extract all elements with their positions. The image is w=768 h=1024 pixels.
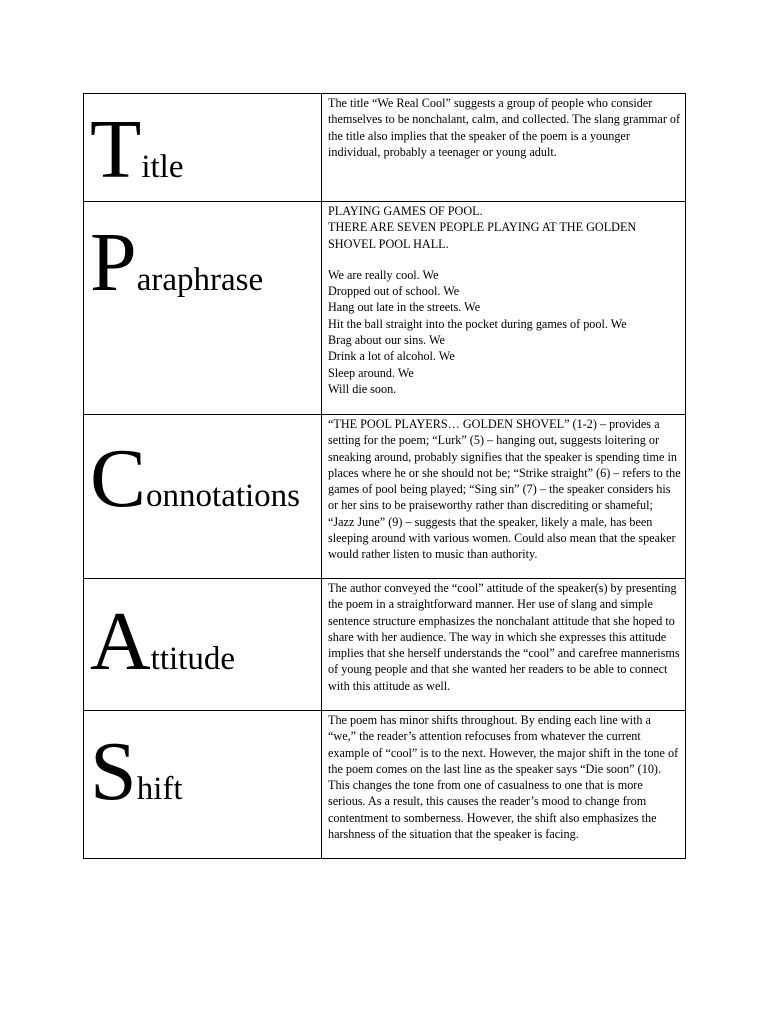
shift-content	[322, 711, 686, 859]
table-row-title	[84, 94, 686, 202]
attitude-initial: A	[90, 595, 151, 688]
paraphrase-content	[322, 202, 686, 415]
paraphrase-summary: PLAYING GAMES OF POOL. THERE ARE SEVEN PEOPLE PLAYING AT THE GOLDEN SHOVEL POOL HALL.	[328, 204, 637, 251]
paraphrase-line: We are really cool. We	[328, 267, 439, 282]
paraphrase-initial: P	[90, 216, 137, 309]
table-row-shift	[84, 711, 686, 859]
attitude-content	[322, 579, 686, 711]
title-text: The title “We Real Cool” suggests a group of people who consider themselves to be nonchalant, calm, and collected. The slang grammar of the title also implies that the speaker of the poem is a younger individual, probably a teenager or young adult.	[328, 96, 681, 159]
paraphrase-line: Drink a lot of alcohol. We	[328, 349, 455, 364]
connotations-rest: onnotations	[146, 478, 301, 514]
title-content	[322, 94, 686, 202]
table-row-attitude	[84, 579, 686, 711]
paraphrase-rest: araphrase	[136, 262, 264, 298]
paraphrase-line: Hit the ball straight into the pocket during games of pool. We	[328, 316, 627, 331]
shift-rest: hift	[136, 771, 183, 807]
paraphrase-line: Brag about our sins. We	[328, 333, 445, 348]
title-initial: T	[90, 103, 142, 196]
connotations-label-cell	[84, 415, 322, 579]
connotations-text: “THE POOL PLAYERS… GOLDEN SHOVEL” (1-2) – provides a setting for the poem; “Lurk” (5) – hanging out, suggests loitering or sneaking around, probably signifies that the speaker is spending time in places where he or she should not be; “Strike straight” (6) – refers to the games of pool being played; “Sing sin” (7) – the speaker considers his or her sins to be praiseworthy rather than discrediting or shameful; “Jazz June” (9) – suggests that the speaker, likely a male, has been sleeping around with various women. Could also mean that the speaker would rather listen to music than authority.	[328, 417, 681, 562]
shift-text: The poem has minor shifts throughout. By ending each line with a “we,” the reader’s attention refocuses from whatever the current example of “cool” is to the next. However, the major shift in the tone of the poem comes on the last line as the speaker says “Die soon” (10). This changes the tone from one of casualness to one that is more serious. As a result, this causes the reader’s mood to change from contentment to somberness. However, the shift also emphasizes the harshness of the situation that the speaker is facing.	[328, 713, 679, 842]
tpcas-table	[83, 93, 686, 859]
attitude-rest: ttitude	[150, 641, 235, 677]
row-label-paraphrase	[90, 216, 264, 309]
paraphrase-line: Hang out late in the streets. We	[328, 300, 481, 315]
paraphrase-label-cell	[84, 202, 322, 415]
connotations-initial: C	[90, 432, 147, 525]
row-label-connotations	[90, 432, 301, 525]
table-row-paraphrase	[84, 202, 686, 415]
shift-initial: S	[90, 725, 137, 818]
table-row-connotations	[84, 415, 686, 579]
attitude-label-cell	[84, 579, 322, 711]
connotations-content	[322, 415, 686, 579]
paraphrase-line: Dropped out of school. We	[328, 284, 460, 299]
shift-label-cell	[84, 711, 322, 859]
row-label-attitude	[90, 595, 235, 688]
row-label-title	[90, 103, 184, 196]
paraphrase-lines	[328, 267, 681, 397]
paraphrase-line: Sleep around. We	[328, 365, 414, 380]
row-label-shift	[90, 725, 183, 818]
attitude-text: The author conveyed the “cool” attitude of the speaker(s) by presenting the poem in a straightforward manner. Her use of slang and simple sentence structure emphasizes the nonchalant attitude that she hoped to share with her audience. The way in which she expresses this attitude implies that she herself understands the “cool” and carefree mannerisms of young people and that she wanted her readers to be able to connect with this attitude as well.	[328, 581, 680, 693]
paraphrase-line: Will die soon.	[328, 381, 397, 396]
title-rest: itle	[141, 149, 184, 185]
title-label-cell	[84, 94, 322, 202]
